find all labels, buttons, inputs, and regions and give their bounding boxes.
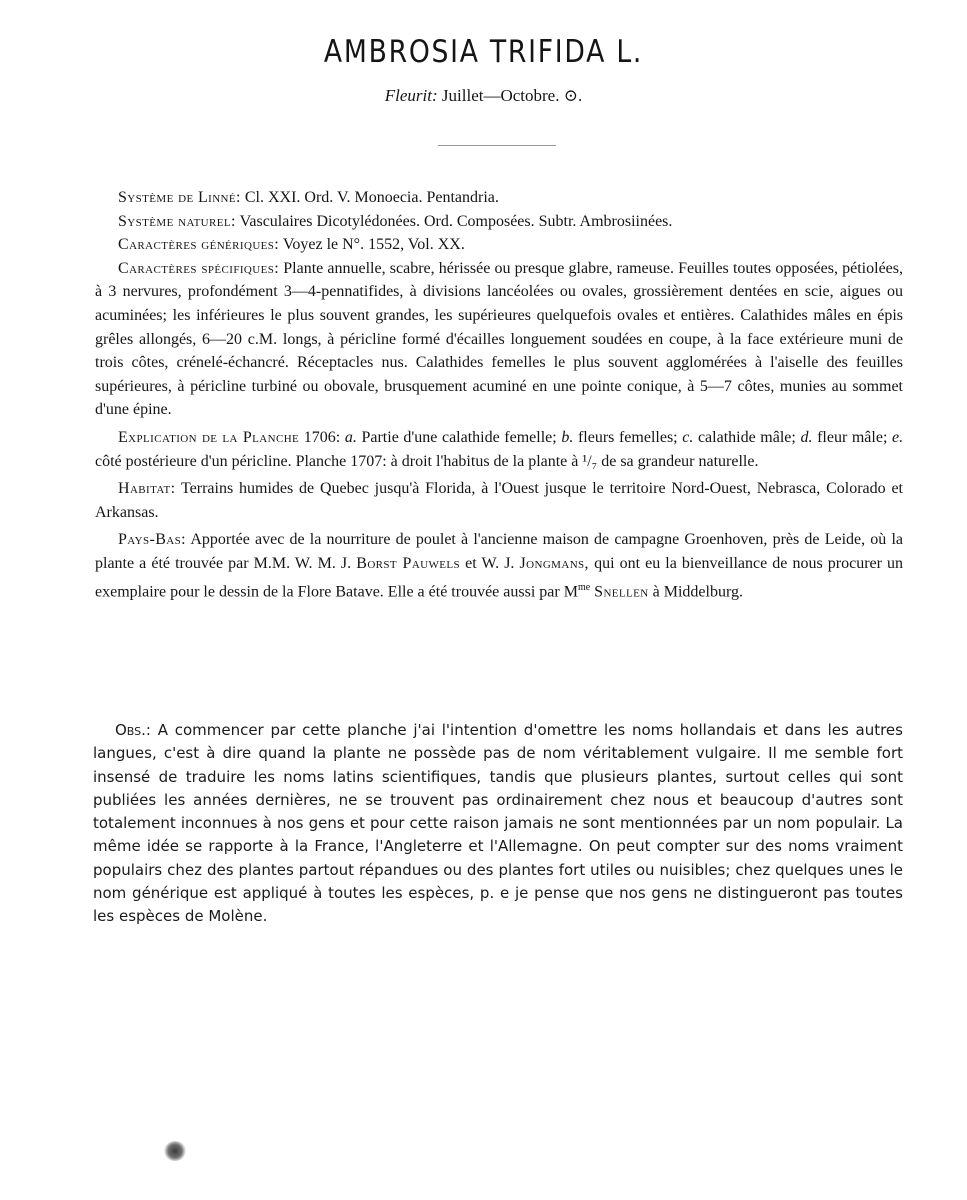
- flowering-label: Fleurit:: [384, 86, 438, 105]
- title-divider: [438, 145, 556, 146]
- systeme-naturel-paragraph: [95, 210, 903, 234]
- flowering-value: Juillet—Octobre. ⊙.: [441, 86, 583, 105]
- figure-text-d: fleur mâle;: [817, 428, 888, 446]
- description-body: [95, 186, 903, 607]
- habitat-paragraph: [95, 477, 903, 524]
- explication-paragraph: [95, 426, 903, 473]
- figure-letter-d: d.: [800, 428, 813, 446]
- figure-letter-c: c.: [682, 428, 694, 446]
- systeme-naturel-label: Système naturel:: [118, 212, 236, 230]
- caracteres-generiques-label: Caractères génériques:: [118, 236, 280, 254]
- habitat-label: Habitat:: [118, 480, 176, 498]
- page-title: AMBROSIA TRIFIDA L.: [323, 34, 644, 70]
- explication-label: Explication de la Planche: [118, 428, 300, 446]
- pays-bas-label: Pays-Bas:: [118, 531, 187, 549]
- caracteres-generiques-paragraph: [95, 233, 903, 257]
- pays-bas-paragraph: [95, 528, 903, 603]
- figure-letter-e: e.: [892, 428, 904, 446]
- pays-bas-text-1: Apportée avec de la nourriture de poulet à l'ancienne maison de campagne Groenhoven, près de Leide, où la plante a été trouvée par M.M. W. M. J.: [95, 531, 903, 572]
- ink-blot-mark: [164, 1141, 186, 1161]
- systeme-linne-paragraph: [95, 186, 903, 210]
- explication-tail: de sa grandeur naturelle.: [601, 452, 759, 470]
- observation-note: [93, 719, 903, 929]
- figure-letter-b: b.: [561, 428, 574, 446]
- figure-text-c: calathide mâle;: [697, 428, 796, 446]
- explication-number: 1706:: [303, 428, 341, 446]
- person-name-snellen: Snellen: [594, 582, 649, 600]
- person-name-borst-pauwels: Borst Pauwels: [356, 554, 461, 572]
- mme-superscript: me: [577, 581, 591, 593]
- habitat-text: Terrains humides de Quebec jusqu'à Florida, à l'Ouest jusque le territoire Nord-Ouest, Nebrasca, Colorado et Arkansas.: [95, 480, 904, 521]
- caracteres-specifiques-label: Caractères spécifiques:: [118, 259, 280, 277]
- pays-bas-text-4: à Middelburg.: [652, 582, 743, 600]
- observation-text: A commencer par cette planche j'ai l'intention d'omettre les noms hollandais et dans les autres langues, c'est à dire quand la plante ne possède pas de nom véritablement vulgaire. Il me semble fort insensé de traduire les noms latins scientifiques, tandis que plusieurs plantes, surtout celles qui sont publiées les années dernières, ne se trouvent pas ordinairement chez nous et beaucoup d'autres sont totalement inconnues à nos gens et pour cette raison jamais ne sont mentionnées par un nom populair. La même idée se rapporte à la France, l'Angleterre et l'Allemagne. On peut compter sur des noms vraiment populairs chez des plantes partout répandues ou des plantes fort utiles ou nuisibles; chez quelques unes le nom générique est appliqué à toutes les espèces, p. e je pense que nos gens ne distingueront pas toutes les espèces de Molène.: [93, 721, 903, 926]
- pays-bas-text-3: qui ont eu la bienveillance de nous procurer un exemplaire pour le dessin de la Flore Batave. Elle a été trouvée aussi par M: [95, 554, 904, 600]
- figure-text-a: Partie d'une calathide femelle;: [361, 428, 557, 446]
- pays-bas-text-2: et W. J.: [465, 554, 515, 572]
- person-name-jongmans: Jongmans,: [519, 554, 589, 572]
- figure-text-e: côté postérieure d'un péricline. Planche 1707: à droit l'habitus de la plante à: [95, 452, 579, 470]
- systeme-linne-text: Cl. XXI. Ord. V. Monoecia. Pentandria.: [244, 189, 499, 206]
- figure-letter-a: a.: [344, 428, 357, 446]
- observation-paragraph: [93, 719, 903, 929]
- caracteres-specifiques-paragraph: [95, 257, 903, 422]
- scale-fraction: ¹/₇: [582, 452, 598, 470]
- systeme-naturel-text: Vasculaires Dicotylédonées. Ord. Composées. Subtr. Ambrosiinées.: [239, 212, 673, 230]
- caracteres-specifiques-text: Plante annuelle, scabre, hérissée ou presque glabre, rameuse. Feuilles toutes opposées, pétiolées, à 3 nervures, profondément 3—4-pennatifides, à divisions lancéolées ou ovales, grossièrement dentées en scie, aigues ou acuminées; les inférieures le plus souvent grandes, les supérieures quelquefois ovales et entières. Calathides mâles en épis grêles allongés, 6—20 c.M. longs, à péricline formé d'écailles longuement soudées en coupe, à la face extérieure muni de trois côtes, crénelé-échancré. Réceptacles nus. Calathides femelles le plus souvent agglomérées à l'aiselle des feuilles supérieures, à péricline turbiné ou obovale, brusquement acuminé en une pointe conique, à 5—7 côtes, munies au sommet d'une épine.: [95, 259, 903, 419]
- observation-label: Obs.:: [115, 721, 151, 739]
- systeme-linne-label: Système de Linné:: [118, 189, 241, 206]
- caracteres-generiques-text: Voyez le N°. 1552, Vol. XX.: [282, 236, 465, 254]
- figure-text-b: fleurs femelles;: [577, 428, 678, 446]
- flowering-period: [0, 86, 967, 106]
